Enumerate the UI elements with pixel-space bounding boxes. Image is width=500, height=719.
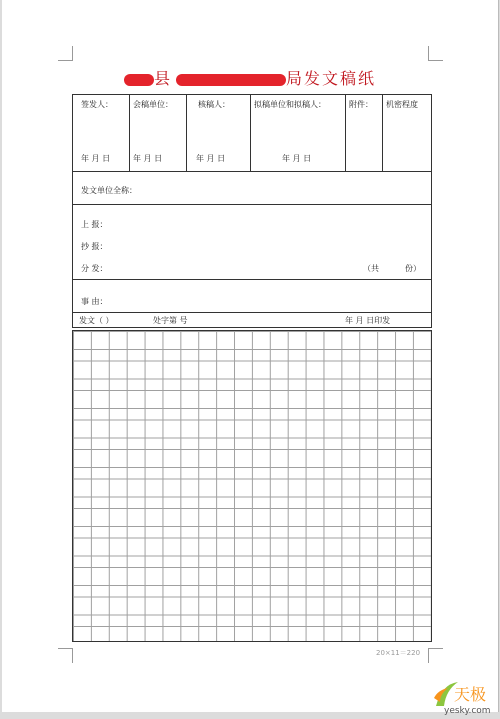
logo-brand: 天极 [454,685,487,704]
copies-close: 份） [405,264,421,273]
grid-spec-label: 20×11＝220 [376,649,421,657]
drafter-date: 年 月 日 [282,154,312,163]
issue-date: 年 月 日印发 [345,316,391,325]
report-label: 上 报： [81,220,108,229]
redaction-blot [124,74,154,86]
checker-cell [186,95,251,171]
copy-label: 抄 报： [81,242,108,251]
document-title [2,66,498,89]
cosign-label: 会稿单位： [133,100,173,109]
checker-label: 核稿人： [198,100,230,109]
signer-date: 年 月 日 [81,154,111,163]
cosign-cell [129,95,187,171]
secrecy-label: 机密程度 [386,100,418,109]
crop-mark-top-right [428,46,443,61]
issuer-label: 发文单位全称： [81,186,137,195]
redaction-blot [176,74,286,86]
attachment-label: 附件： [349,100,373,109]
crop-mark-top-left [58,46,73,61]
issue-prefix: 发文（ ） [79,316,114,325]
signer-label: 签发人： [81,100,113,109]
drafter-cell [250,95,346,171]
attachment-cell [345,95,383,171]
issuer-row [73,172,431,205]
title-suffix: 局发文稿纸 [286,69,377,88]
secrecy-cell [382,95,431,171]
issue-number: 处字第 号 [153,316,188,325]
yesky-logo [428,676,496,716]
subject-label: 事 由： [81,297,108,306]
checker-date: 年 月 日 [196,154,226,163]
distribution-row [73,205,431,280]
form-table [72,94,432,328]
copies-open: （共 [363,264,379,273]
document-page [2,0,499,716]
drafter-label: 拟稿单位和拟稿人： [254,100,326,109]
signature-row [73,95,431,172]
logo-site: yesky.com [444,706,491,716]
dispatch-label: 分 发： [81,264,108,273]
signer-cell [73,95,130,171]
crop-mark-bottom-left [58,648,73,663]
crop-mark-bottom-right [428,648,443,663]
title-county: 县 [153,69,172,88]
subject-row [73,280,431,313]
manuscript-grid [72,330,432,642]
issue-line-row [73,313,431,327]
cosign-date: 年 月 日 [133,154,163,163]
